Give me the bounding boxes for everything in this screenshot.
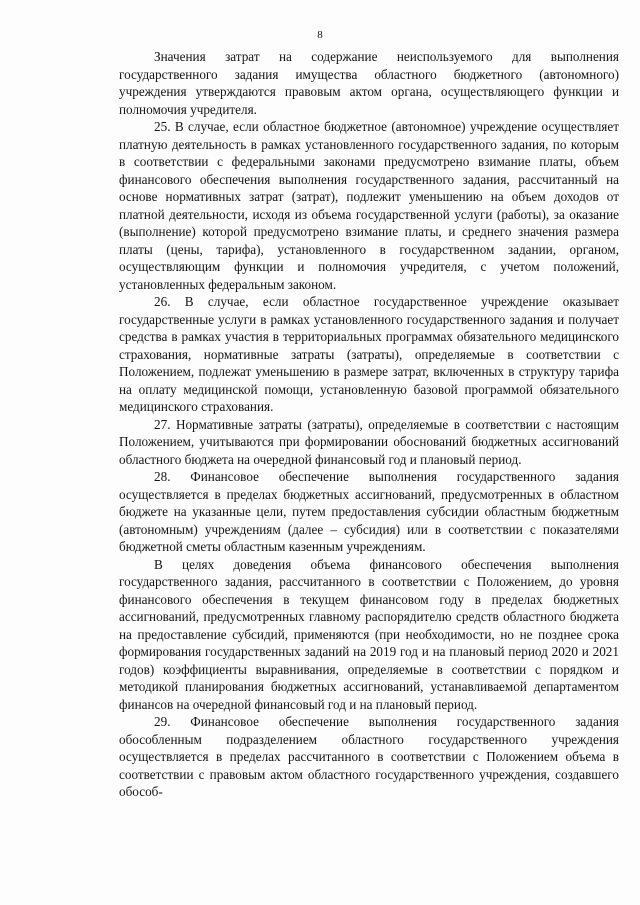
paragraph-28: 28. Финансовое обеспечение выполнения государственного задания осуществляется в пределах бюджетных ассигнований, предусмотренных в областном бюджете на указанные цели, путем предоставления субсидии областным бюджетным (автономным) учреждениям (далее – субсидия) или в соответствии с показателями бюджетной сметы областным казенным учреждениям.	[119, 469, 619, 554]
paragraph-26: 26. В случае, если областное государственное учреждение оказывает государственные услуги в рамках установленного государственного задания и получает средства в рамках участия в территориальных программах обязательного медицинского страхования, нормативные затраты (затраты), определяемые в соответствии с Положением, подлежат уменьшению в размере затрат, включенных в структуру тарифа на оплату медицинской помощи, установленную базовой программой обязательного медицинского страхования.	[119, 294, 619, 414]
paragraph-25: 25. В случае, если областное бюджетное (автономное) учреждение осуществляет платную деятельность в рамках установленного государственного задания, по которым в соответствии с федеральными законами предусмотрено взимание платы, объем финансового обеспечения выполнения государственного задания, рассчитанный на основе нормативных затрат (затрат), подлежит уменьшению на объем доходов от платной деятельности, исходя из объема государственной услуги (работы), за оказание (выполнение) которой предусмотрено взимание платы, и среднего значения размера платы (цены, тарифа), установленного в государственном задании, органом, осуществляющим функции и полномочия учредителя, с учетом положений, установленных федеральным законом.	[119, 119, 619, 292]
page-number: 8	[317, 29, 323, 41]
paragraph-27: 27. Нормативные затраты (затраты), определяемые в соответствии с настоящим Положением, учитываются при формировании обоснований бюджетных ассигнований областного бюджета на очередной финансовый год и плановый период.	[119, 416, 619, 467]
paragraph-expense-values: Значения затрат на содержание неиспользуемого для выполнения государственного задания имущества областного бюджетного (автономного) учреждения утверждаются правовым актом органа, осуществляющего функции и полномочия учредителя.	[119, 49, 619, 117]
document-body	[119, 48, 619, 801]
paragraph-29: 29. Финансовое обеспечение выполнения государственного задания обособленным подразделением областного государственного учреждения осуществляется в пределах рассчитанного в соответствии с Положением объема в соответствии с правовым актом областного государственного учреждения, создавшего обособ-	[119, 714, 619, 799]
paragraph-alignment-coefficients: В целях доведения объема финансового обеспечения выполнения государственного задания, рассчитанного в соответствии с Положением, до уровня финансового обеспечения в текущем финансовом году в пределах бюджетных ассигнований, предусмотренных главному распорядителю средств областного бюджета на предоставление субсидий, применяются (при необходимости, но не позднее срока формирования государственных заданий на 2019 год и на плановый период 2020 и 2021 годов) коэффициенты выравнивания, определяемые в соответствии с порядком и методикой планирования бюджетных ассигнований, устанавливаемой департаментом финансов на очередной финансовый год и на плановый период.	[119, 556, 619, 712]
